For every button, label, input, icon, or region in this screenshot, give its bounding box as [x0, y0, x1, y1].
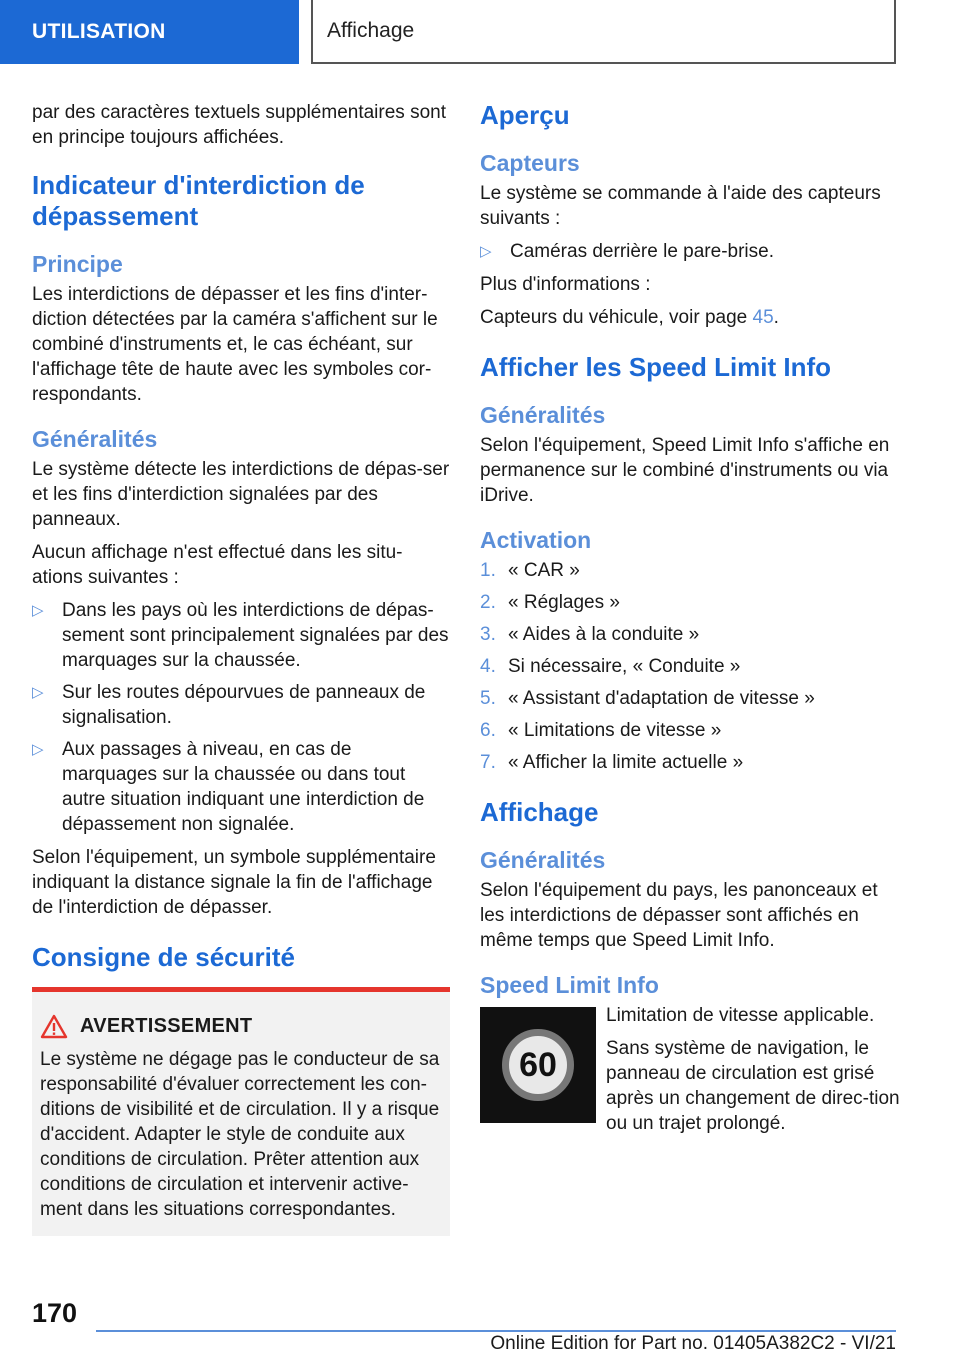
chapter-label: Affichage [327, 19, 415, 42]
list-item-text: Sur les routes dépourvues de panneaux de signalisation. [62, 682, 426, 728]
sli-generalites-paragraph: Selon l'équipement, Speed Limit Info s'affiche en permanence sur le combiné d'instruments ou via iDrive. [480, 435, 890, 506]
heading-generalites: Généralités [32, 426, 158, 452]
list-item [480, 590, 900, 615]
warning-triangle-icon [40, 1014, 68, 1039]
heading-principe: Principe [32, 251, 123, 277]
plus-info: Plus d'informations : [480, 274, 651, 295]
step-number: 1. [480, 560, 496, 581]
header-section-tab: UTILISATION [0, 0, 299, 64]
page-link-45[interactable]: 45 [752, 307, 774, 328]
generalites-paragraph-2: Aucun affichage n'est effectué dans les situ-ations suivantes : [32, 542, 403, 588]
bullet-triangle-icon: ▷ [32, 741, 44, 758]
step-number: 4. [480, 656, 496, 677]
list-item-text: Dans les pays où les interdictions de dépas-sement sont principalement signalées par des marquages sur la chaussée. [62, 600, 449, 671]
heading-speed-limit-info: Speed Limit Info [480, 972, 659, 998]
heading-generalites-affichage: Généralités [480, 847, 606, 873]
reference-text: Capteurs du véhicule, voir page [480, 307, 753, 328]
right-column [480, 100, 900, 1144]
heading-activation: Activation [480, 527, 592, 553]
step-text: « CAR » [508, 560, 580, 581]
heading-affichage: Affichage [480, 797, 599, 827]
speed-limit-description [606, 1003, 900, 1144]
speed-limit-info-block [480, 1003, 900, 1144]
bullet-triangle-icon: ▷ [480, 243, 492, 260]
bullet-triangle-icon: ▷ [32, 602, 44, 619]
step-text: « Assistant d'adaptation de vitesse » [508, 688, 815, 709]
heading-afficher-sli: Afficher les Speed Limit Info [480, 352, 832, 382]
list-item [480, 239, 900, 264]
step-number: 2. [480, 592, 496, 613]
step-text: « Afficher la limite actuelle » [508, 752, 744, 773]
sli-paragraph-1: Limitation de vitesse applicable. [606, 1005, 875, 1026]
list-item [480, 686, 900, 711]
affichage-generalites-paragraph: Selon l'équipement du pays, les panonceaux et les interdictions de dépasser sont affichés en même temps que Speed Limit Info. [480, 880, 878, 951]
list-item [480, 558, 900, 583]
list-item-text: Caméras derrière le pare-brise. [510, 241, 774, 262]
generalites-paragraph-1: Le système détecte les interdictions de dépas-ser et les fins d'interdiction signalées par des panneaux. [32, 459, 450, 530]
heading-consigne: Consigne de sécurité [32, 942, 295, 972]
warning-header [40, 1014, 442, 1039]
speed-limit-sign-icon: 60 [502, 1029, 574, 1101]
intro-paragraph: par des caractères textuels supplémentaires sont en principe toujours affichées. [32, 102, 446, 148]
speed-limit-display-image [480, 1007, 596, 1123]
list-item [480, 750, 900, 775]
step-text: « Aides à la conduite » [508, 624, 700, 645]
heading-capteurs: Capteurs [480, 150, 580, 176]
list-item [480, 654, 900, 679]
list-item-text: Aux passages à niveau, en cas de marquages sur la chaussée ou dans tout autre situation indiquant une interdiction de dépassement non signalée. [62, 739, 425, 835]
left-column [32, 100, 450, 1236]
bullet-triangle-icon: ▷ [32, 684, 44, 701]
list-item [32, 598, 450, 673]
heading-apercu: Aperçu [480, 100, 570, 130]
sli-paragraph-2: Sans système de navigation, le panneau de circulation est grisé après un changement de direc-tion ou un trajet prolongé. [606, 1038, 900, 1134]
footer-divider [96, 1330, 896, 1332]
page-number: 170 [32, 1298, 78, 1328]
heading-generalites-sli: Généralités [480, 402, 606, 428]
situations-list [32, 598, 450, 837]
step-text: « Réglages » [508, 592, 620, 613]
warning-text: Le système ne dégage pas le conducteur de sa responsabilité d'évaluer correctement les con-ditions de visibilité et de circulation. Il y a risque d'accident. Adapter le style de conduite aux conditions de circulation. Prêter attention aux conditions de circulation et intervenir active-ment dans les situations correspondantes. [40, 1049, 440, 1220]
step-number: 6. [480, 720, 496, 741]
activation-steps [480, 558, 900, 775]
list-item [480, 718, 900, 743]
list-item [480, 622, 900, 647]
capteurs-paragraph: Le système se commande à l'aide des capteurs suivants : [480, 183, 881, 229]
principe-paragraph: Les interdictions de dépasser et les fins d'inter-diction détectées par la caméra s'affichent sur le combiné d'instruments et, le cas échéant, sur l'affichage tête de haute avec les symboles cor-respondants. [32, 284, 438, 405]
step-number: 7. [480, 752, 496, 773]
list-item [32, 680, 450, 730]
header-chapter-title [311, 0, 896, 64]
step-text: Si nécessaire, « Conduite » [508, 656, 741, 677]
list-item [32, 737, 450, 837]
generalites-paragraph-3: Selon l'équipement, un symbole supplémentaire indiquant la distance signale la fin de l'affichage de l'interdiction de dépasser. [32, 847, 436, 918]
step-number: 5. [480, 688, 496, 709]
warning-box [32, 987, 450, 1236]
capteurs-reference: Capteurs du véhicule, voir page 45. [480, 307, 779, 328]
heading-indicator: Indicateur d'interdiction de dépassement [32, 170, 365, 231]
step-number: 3. [480, 624, 496, 645]
capteurs-list [480, 239, 900, 264]
step-text: « Limitations de vitesse » [508, 720, 722, 741]
warning-title: AVERTISSEMENT [80, 1015, 253, 1037]
footer-edition: Online Edition for Part no. 01405A382C2 - VI/21 [490, 1333, 896, 1354]
